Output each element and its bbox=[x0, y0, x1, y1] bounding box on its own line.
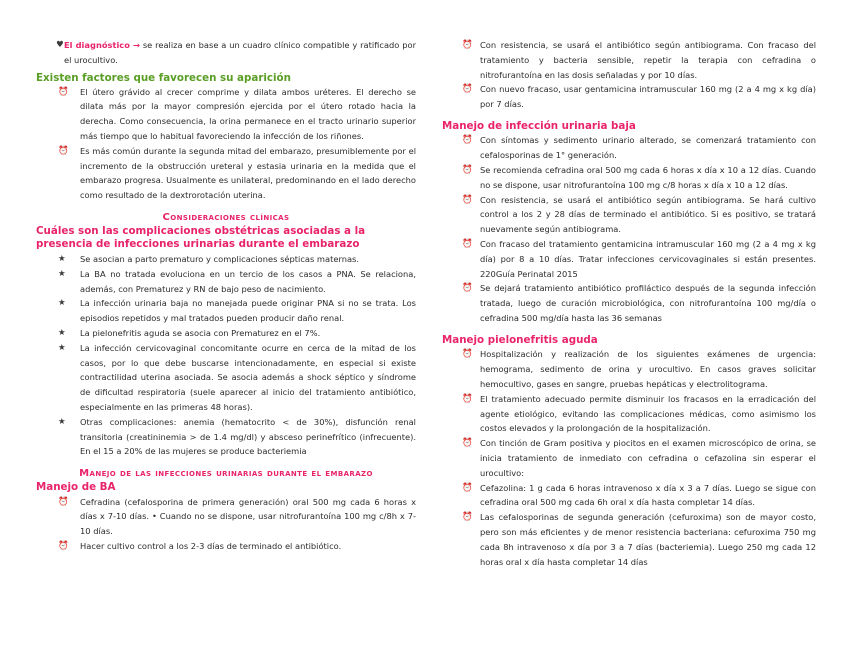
clock-icon: ⏰ bbox=[58, 86, 69, 97]
clock-icon: ⏰ bbox=[462, 239, 473, 250]
clock-icon: ⏰ bbox=[462, 194, 473, 205]
complication-text: Se asocian a parto prematuro y complicaciones sépticas maternas. bbox=[80, 253, 360, 264]
star-icon: ★ bbox=[58, 298, 66, 309]
resistance-text: Con resistencia, se usará el antibiótico según antibiograma. Con fracaso del tratamiento y bacteria sensible, repetir la terapia con cefradina o nitrofurantoína en las dosis señaladas y por 10 días. bbox=[480, 40, 816, 80]
complication-item bbox=[36, 326, 416, 341]
low-uti-text: Se dejará tratamiento antibiótico profiláctico después de la segunda infección tratada, luego de curación microbiológica, con nitrofurantoína 100 mg/día o cefradina 500 mg/día hasta las 36 semanas bbox=[480, 283, 816, 324]
low-uti-text: Se recomienda cefradina oral 500 mg cada 6 horas x día x 10 a 12 días. Cuando no se dispone, usar nitrofurantoína 100 mg c/8 horas x día x 10 a 12 días. bbox=[480, 165, 816, 190]
ba-item bbox=[36, 539, 416, 554]
low-uti-item bbox=[442, 237, 816, 281]
pyelo-text: El tratamiento adecuado permite disminuir los fracasos en la erradicación del agente etiológico, evitando las complicaciones médicas, como asimismo los costos elevados y la prolongación de la hospitalización. bbox=[480, 393, 816, 434]
clock-icon: ⏰ bbox=[58, 496, 69, 507]
pyelo-text: Con tinción de Gram positiva y piocitos en el examen microscópico de orina, se inicia tratamiento de inmediato con cefradina o cefazolina sin esperar el urocultivo: bbox=[480, 438, 816, 478]
factors-heading: Existen factores que favorecen su aparición bbox=[36, 71, 291, 84]
heart-icon: ♥ bbox=[56, 40, 64, 50]
clock-icon: ⏰ bbox=[462, 482, 473, 493]
star-icon: ★ bbox=[58, 253, 66, 264]
star-icon: ★ bbox=[58, 268, 66, 279]
pyelo-text: Hospitalización y realización de los siguientes exámenes de urgencia: hemograma, sedimento de orina y urocultivo. En casos graves solicitar hemocultivo, gases en sangre, pruebas hepáticas y electrolitograma. bbox=[480, 349, 816, 389]
complication-item bbox=[36, 252, 416, 267]
management-heading: Manejo de las infecciones urinarias durante el embarazo bbox=[79, 468, 373, 480]
ba-text: Cefradina (cefalosporina de primera generación) oral 500 mg cada 6 horas x días x 7-10 días. • Cuando no se dispone, usar nitrofurantoína 100 mg c/8h x 7-10 días. bbox=[80, 496, 416, 537]
low-uti-item bbox=[442, 193, 816, 237]
complication-text: La infección cervicovaginal concomitante ocurre en cerca de la mitad de los casos, por lo que debe buscarse intencionadamente, en especial si existe contractilidad uterina asociada. Se asocia además a shock séptico y síndrome de dificultad respiratoria (suele aparecer al inicio del tratamiento antibiótico, especialmente en las primeras 48 horas). bbox=[80, 342, 416, 412]
diagnosis-paragraph bbox=[36, 38, 416, 68]
pyelo-item bbox=[442, 392, 816, 436]
factor-item bbox=[36, 144, 416, 203]
complication-item bbox=[36, 341, 416, 415]
complication-text: La infección urinaria baja no manejada puede originar PNA si no se trata. Los episodios repetidos y mal tratados pueden producir daño renal. bbox=[80, 298, 416, 324]
low-uti-text: Con síntomas y sedimento urinario alterado, se comenzará tratamiento con cefalosporinas de 1° generación. bbox=[480, 135, 816, 161]
complication-text: La pielonefritis aguda se asocia con Prematurez en el 7%. bbox=[80, 327, 321, 338]
pyelo-heading: Manejo pielonefritis aguda bbox=[442, 333, 598, 346]
complication-item bbox=[36, 267, 416, 297]
low-uti-item bbox=[442, 281, 816, 325]
complications-heading: Cuáles son las complicaciones obstétricas asociadas a la presencia de infecciones urinarias durante el embarazo bbox=[36, 224, 366, 251]
low-uti-item bbox=[442, 133, 816, 163]
resistance-item bbox=[442, 82, 816, 112]
low-uti-item bbox=[442, 163, 816, 193]
complication-text: Otras complicaciones: anemia (hematocrito < de 30%), disfunción renal transitoria (creatininemia > de 1.4 mg/dl) y absceso perinefrítico (infrecuente). En el 15 a 20% de las mujeres se produce bacteriemia bbox=[80, 416, 416, 457]
star-icon: ★ bbox=[58, 342, 66, 353]
low-uti-text: Con fracaso del tratamiento gentamicina intramuscular 160 mg (2 a 4 mg x kg día) por 8 a 10 días. Tratar infecciones cervicovaginales si están presentes. 220Guía Perinatal 2015 bbox=[480, 239, 816, 279]
complication-item bbox=[36, 415, 416, 459]
complication-text: La BA no tratada evoluciona en un tercio de los casos a PNA. Se relaciona, además, con Prematurez y RN de bajo peso de nacimiento. bbox=[80, 268, 416, 294]
factor-text: Es más común durante la segunda mitad del embarazo, presumiblemente por el incremento de la obstrucción ureteral y estasia urinaria en la medida que el embarazo progresa. Usualmente es unilateral, predominando en el lado derecho como resultado de la dextrorotación uterina. bbox=[80, 145, 416, 201]
clock-icon: ⏰ bbox=[462, 512, 473, 523]
factor-text: El útero grávido al crecer comprime y dilata ambos uréteres. El derecho se dilata más por la mayor compresión ejercida por el útero rotado hacia la derecha. Como consecuencia, la orina permanece en el tracto urinario superior más tiempo que lo habitual favoreciendo la infección de los riñones. bbox=[80, 86, 416, 141]
clock-icon: ⏰ bbox=[462, 84, 473, 95]
clock-icon: ⏰ bbox=[58, 145, 69, 156]
ba-item bbox=[36, 495, 416, 539]
ba-text: Hacer cultivo control a los 2-3 días de terminado el antibiótico. bbox=[80, 541, 342, 552]
clock-icon: ⏰ bbox=[462, 283, 473, 294]
pyelo-text: Cefazolina: 1 g cada 6 horas intravenoso x día x 3 a 7 días. Luego se sigue con cefradina oral 500 mg cada 6h oral x día hasta completar 14 días. bbox=[480, 482, 816, 508]
diagnosis-text: se realiza en base a un cuadro clínico compatible y ratificado por el urocultivo. bbox=[64, 40, 416, 65]
star-icon: ★ bbox=[58, 416, 66, 427]
pyelo-item bbox=[442, 510, 816, 569]
right-column bbox=[442, 38, 816, 569]
low-uti-text: Con resistencia, se usará el antibiótico según antibiograma. Se hará cultivo control a los 2 y 28 días de terminado el antibiótico. Si es positivo, se tratará nuevamente según antibiograma. bbox=[480, 194, 816, 235]
resistance-item bbox=[442, 38, 816, 82]
pyelo-item bbox=[442, 481, 816, 511]
star-icon: ★ bbox=[58, 327, 66, 338]
left-column bbox=[36, 38, 416, 554]
pyelo-text: Las cefalosporinas de segunda generación (cefuroxima) son de mayor costo, pero son más eficientes y de menor resistencia bacteriana: cefuroxima 750 mg cada 8h intravenoso x día por 3 a 7 días (bacteriemia). Luego 250 mg cada 12 horas oral x día hasta completar 14 días bbox=[480, 512, 816, 567]
pyelo-item bbox=[442, 436, 816, 480]
clock-icon: ⏰ bbox=[462, 165, 473, 176]
clock-icon: ⏰ bbox=[462, 40, 473, 50]
clock-icon: ⏰ bbox=[58, 541, 69, 552]
complication-item bbox=[36, 296, 416, 326]
clock-icon: ⏰ bbox=[462, 135, 473, 146]
clock-icon: ⏰ bbox=[462, 393, 473, 404]
clock-icon: ⏰ bbox=[462, 438, 473, 449]
clock-icon: ⏰ bbox=[462, 349, 473, 360]
resistance-text: Con nuevo fracaso, usar gentamicina intramuscular 160 mg (2 a 4 mg x kg día) por 7 días. bbox=[480, 84, 816, 110]
pyelo-item bbox=[442, 347, 816, 391]
factor-item bbox=[36, 85, 416, 144]
diagnosis-highlight: El diagnóstico → bbox=[64, 40, 140, 50]
low-uti-heading: Manejo de infección urinaria baja bbox=[442, 119, 636, 132]
clinical-heading: Consideraciones clínicas bbox=[162, 211, 290, 223]
ba-heading: Manejo de BA bbox=[36, 481, 116, 494]
